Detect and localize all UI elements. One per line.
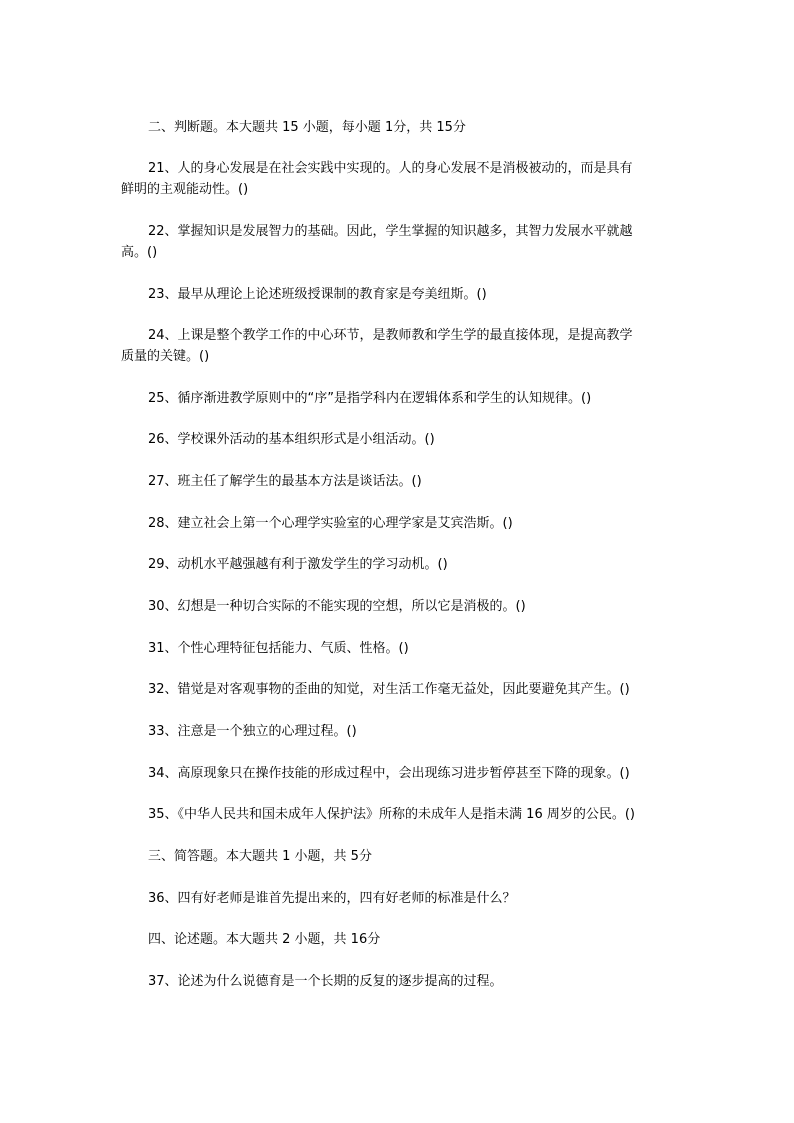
- question-22-line-1: 22、掌握知识是发展智力的基础。因此，学生掌握的知识越多，其智力发展水平就越: [148, 224, 633, 239]
- question-37: 37、论述为什么说德育是一个长期的反复的逐步提高的过程。: [148, 974, 503, 989]
- question-26: 26、学校课外活动的基本组织形式是小组活动。(): [148, 432, 435, 447]
- question-22-line-2: 高。(): [121, 245, 158, 260]
- question-31: 31、个性心理特征包括能力、气质、性格。(): [148, 641, 409, 656]
- question-27: 27、班主任了解学生的最基本方法是谈话法。(): [148, 474, 422, 489]
- question-21-line-2: 鲜明的主观能动性。(): [121, 182, 249, 197]
- question-34: 34、高原现象只在操作技能的形成过程中，会出现练习进步暂停甚至下降的现象。(): [148, 766, 630, 781]
- question-21-line-1: 21、人的身心发展是在社会实践中实现的。人的身心发展不是消极被动的，而是具有: [148, 161, 633, 176]
- question-28: 28、建立社会上第一个心理学实验室的心理学家是艾宾浩斯。(): [148, 516, 513, 531]
- question-29: 29、动机水平越强越有利于激发学生的学习动机。(): [148, 557, 448, 572]
- section-heading-judgment: 二、判断题。本大题共 15 小题，每小题 1分，共 15分: [148, 120, 466, 135]
- question-35: 35、《中华人民共和国未成年人保护法》所称的未成年人是指未满 16 周岁的公民。(): [148, 807, 635, 822]
- question-30: 30、幻想是一种切合实际的不能实现的空想，所以它是消极的。(): [148, 599, 526, 614]
- question-36: 36、四有好老师是谁首先提出来的，四有好老师的标准是什么？: [148, 891, 516, 906]
- question-33: 33、注意是一个独立的心理过程。(): [148, 724, 357, 739]
- section-heading-essay: 四、论述题。本大题共 2 小题，共 16分: [148, 932, 381, 947]
- question-23: 23、最早从理论上论述班级授课制的教育家是夸美纽斯。(): [148, 287, 487, 302]
- question-25: 25、循序渐进教学原则中的“序”是指学科内在逻辑体系和学生的认知规律。(): [148, 391, 592, 406]
- question-24-line-1: 24、上课是整个教学工作的中心环节，是教师教和学生学的最直接体现，是提高教学: [148, 328, 633, 343]
- question-24-line-2: 质量的关键。(): [121, 349, 210, 364]
- question-32: 32、错觉是对客观事物的歪曲的知觉，对生活工作毫无益处，因此要避免其产生。(): [148, 682, 630, 697]
- section-heading-short-answer: 三、简答题。本大题共 1 小题，共 5分: [148, 849, 372, 864]
